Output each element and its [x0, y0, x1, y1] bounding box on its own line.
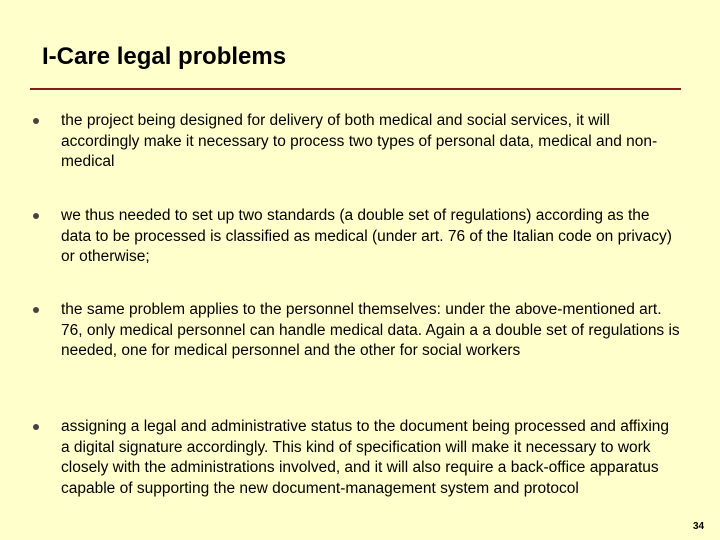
bullet-text: assigning a legal and administrative status to the document being processed and affixing a digital signature accordingly. This kind of specification will make it necessary to work closely with the administrations involved, and it will also require a back-office apparatus capable of supporting the new document-management system and protocol	[61, 418, 670, 497]
bullet-dot-icon	[33, 213, 39, 219]
title-divider	[30, 88, 681, 90]
bullet-dot-icon	[33, 118, 39, 124]
bullet-dot-icon	[33, 307, 39, 313]
slide-title: I-Care legal problems	[42, 43, 287, 70]
page-number: 34	[693, 521, 705, 532]
bullet-text: we thus needed to set up two standards (a double set of regulations) according as the data to be processed is classified as medical (under art. 76 of the Italian code on privacy) or otherwise;	[61, 207, 672, 265]
bullet-text: the same problem applies to the personnel themselves: under the above-mentioned art. 76, only medical personnel can handle medical data. Again a a double set of regulations is needed, one for medical personnel and the other for social workers	[61, 301, 680, 359]
bullet-text: the project being designed for delivery of both medical and social services, it will accordingly make it necessary to process two types of personal data, medical and non-medical	[61, 112, 658, 170]
bullet-dot-icon	[33, 424, 39, 430]
